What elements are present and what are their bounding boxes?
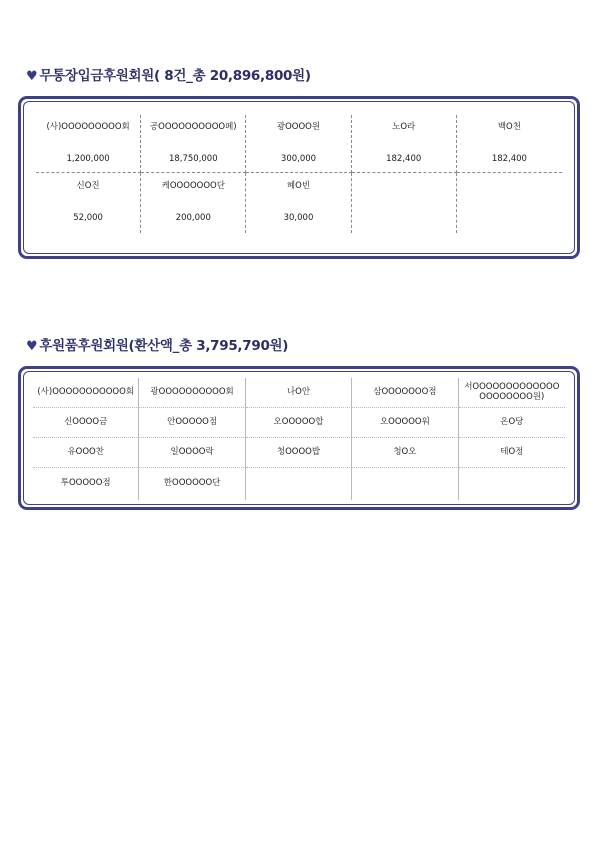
donor-cell: 테O정 xyxy=(459,438,565,468)
donor-cell xyxy=(352,115,457,173)
donor-cell: 유OOO찬 xyxy=(33,438,139,468)
empty-cell xyxy=(352,173,457,233)
donor-cell: 안OOOOO점 xyxy=(139,408,245,438)
cash-donors-table xyxy=(36,115,562,233)
empty-cell xyxy=(457,173,562,233)
goods-donors-title xyxy=(26,334,288,354)
donor-cell xyxy=(457,115,562,173)
goods-donors-title-text: 후원품후원회원(환산액_총 3,795,790원) xyxy=(39,338,289,354)
donor-amount: 30,000 xyxy=(283,213,314,223)
cash-donors-box xyxy=(18,96,580,259)
donor-cell xyxy=(36,115,141,173)
cash-donors-title xyxy=(26,64,311,84)
goods-donors-table xyxy=(33,378,565,500)
donor-cell xyxy=(246,115,351,173)
donor-cell: 광OOOOOOOOOO회 xyxy=(139,378,245,408)
donor-cell xyxy=(141,173,246,233)
donor-amount: 52,000 xyxy=(73,213,103,223)
empty-cell xyxy=(246,468,352,500)
empty-cell xyxy=(459,468,565,500)
donor-cell: 청O오 xyxy=(352,438,458,468)
donor-cell xyxy=(141,115,246,173)
donor-cell: 삼OOOOOOO점 xyxy=(352,378,458,408)
donor-cell: 나O안 xyxy=(246,378,352,408)
donor-cell xyxy=(36,173,141,233)
donor-name: 신O진 xyxy=(76,181,100,192)
donor-cell: 오OOOOO합 xyxy=(246,408,352,438)
donor-cell: 일OOOO락 xyxy=(139,438,245,468)
donor-amount: 300,000 xyxy=(280,153,317,164)
donor-cell: 투OOOOO점 xyxy=(33,468,139,500)
donor-cell: 청OOOO밥 xyxy=(246,438,352,468)
donor-name: 공OOOOOOOOOO페) xyxy=(149,121,237,132)
empty-cell xyxy=(352,468,458,500)
donor-amount: 18,750,000 xyxy=(168,153,218,164)
donor-amount: 182,400 xyxy=(386,153,422,164)
heart-icon: ♥ xyxy=(26,69,38,84)
donor-amount: 200,000 xyxy=(175,213,211,223)
donor-name: 혜O빈 xyxy=(286,181,311,192)
donor-name: 케OOOOOOO단 xyxy=(161,181,225,192)
donor-cell xyxy=(246,173,351,233)
donor-cell: 한OOOOOO단 xyxy=(139,468,245,500)
cash-donors-title-text: 무통장입금후원회원( 8건_총 20,896,800원) xyxy=(39,68,311,84)
donor-cell: 신OOOO금 xyxy=(33,408,139,438)
donor-name: 백O천 xyxy=(497,121,521,132)
heart-icon: ♥ xyxy=(26,339,38,354)
donor-cell: (사)OOOOOOOOOOO회 xyxy=(33,378,139,408)
donor-amount: 1,200,000 xyxy=(66,153,110,164)
donor-name: 광OOOO원 xyxy=(276,121,321,132)
donor-amount: 182,400 xyxy=(491,153,527,164)
donor-cell: 온O당 xyxy=(459,408,565,438)
donor-name: (사)OOOOOOOOO회 xyxy=(46,121,130,132)
donor-cell: 서OOOOOOOOOOOOOOOOOOOOO원) xyxy=(459,378,565,408)
donor-cell: 오OOOOO워 xyxy=(352,408,458,438)
donor-name: 노O라 xyxy=(392,121,416,132)
goods-donors-box xyxy=(18,366,580,510)
